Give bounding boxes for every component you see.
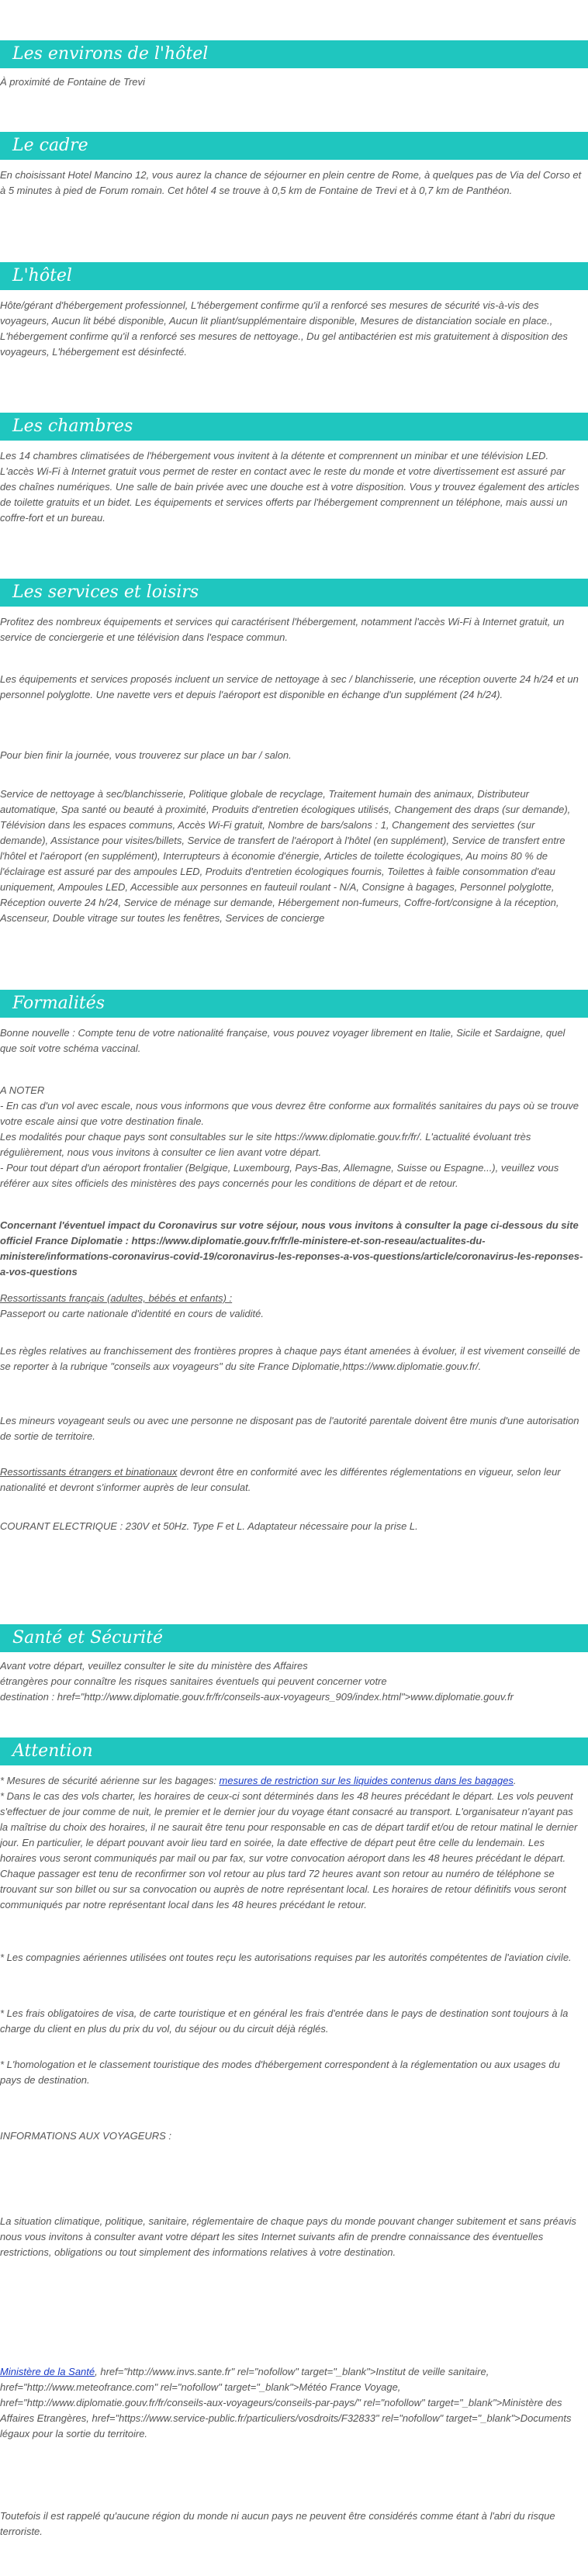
section-header-cadre xyxy=(0,132,588,160)
chambres-text: Les 14 chambres climatisées de l'hébergement vous invitent à la détente et comprennent un minibar et une télévision LED. L'accès Wi-Fi à Internet gratuit vous permet de rester en contact avec le reste du monde et votre divertissement est assuré par des chaînes numériques. Une salle de bain privée avec une douche est à votre disposition. Vous y trouvez également des articles de toilette gratuits et un bidet. Les équipements et services offerts par l'hébergement comprennent un téléphone, mais aussi un coffre-fort et un bureau. xyxy=(0,450,579,524)
section-header-hotel xyxy=(0,262,588,290)
sante-text xyxy=(0,1658,583,1705)
formalites-electricity: COURANT ELECTRIQUE : 230V et 50Hz. Type F et L. Adaptateur nécessaire pour la prise L. xyxy=(0,1520,418,1532)
cadre-text: En choisissant Hotel Mancino 12, vous aurez la chance de séjourner en plein centre de Rome, à quelques pas de Via del Corso et à 5 minutes à pied de Forum romain. Cet hôtel 4 se trouve à 0,5 km de Fontaine de Trevi et à 0,7 km de Panthéon. xyxy=(0,169,582,196)
attention-classification: * L'homologation et le classement touristique des modes d'hébergement correspondent à la réglementation ou aux usages du pays de destination. xyxy=(0,2059,560,2086)
services-list: Service de nettoyage à sec/blanchisserie, Politique globale de recyclage, Traitement humain des animaux, Distributeur automatique, Spa santé ou beauté à proximité, Produits d'entretien écologiques utilisés, Changement des draps (sur demande), Télévision dans les espaces communs, Accès Wi-Fi gratuit, Nombre de bars/salons : 1, Changement des serviettes (sur demande), Assistance pour visites/billets, Service de transfert de l'aéroport à l'hôtel (en supplément), Service de transfert entre l'hôtel et l'aéroport (en supplément), Interrupteurs à économie d'énergie, Articles de toilette écologiques, Au moins 80 % de l'éclairage est assuré par des ampoules LED, Produits d'entretien écologiques fournis, Toilettes à faible consommation d'eau uniquement, Ampoules LED, Accessible aux personnes en fauteuil roulant - N/A, Consigne à bagages, Personnel polyglotte, Réception ouverte 24 h/24, Service de ménage sur demande, Hébergement non-fumeurs, Coffre-fort/consigne à la réception, Ascenseur, Double vitrage sur toutes les fenêtres, Services de concierge xyxy=(0,788,571,924)
attention-terrorism: Toutefois il est rappelé qu'aucune région du monde ni aucun pays ne peuvent être considérés comme étant à l'abri du risque terroriste. xyxy=(0,2510,555,2537)
formalites-border-rules: Les règles relatives au franchissement des frontières propres à chaque pays étant amenées à évoluer, il est vivement conseillé de se reporter à la rubrique "conseils aux voyageurs" du site France Diplomatie,https://www.diplomatie.gouv.fr/. xyxy=(0,1345,580,1372)
attention-info-heading: INFORMATIONS AUX VOYAGEURS : xyxy=(0,2130,172,2142)
environs-text: À proximité de Fontaine de Trevi xyxy=(0,76,145,88)
section-title-cadre: Le cadre xyxy=(12,136,88,155)
situation-line-1: La situation climatique, politique, sanitaire, réglementaire de chaque pays du monde pouvant changer subitement et sans préavis xyxy=(0,2215,576,2227)
services-intro: Profitez des nombreux équipements et services qui caractérisent l'hébergement, notamment l'accès Wi-Fi à Internet gratuit, un service de conciergerie et une télévision dans l'espace commun. xyxy=(0,616,565,643)
formalites-foreign-nationals xyxy=(0,1464,583,1495)
section-title-attention: Attention xyxy=(12,1741,93,1761)
section-header-attention xyxy=(0,1738,588,1765)
services-bar: Pour bien finir la journée, vous trouverez sur place un bar / salon. xyxy=(0,749,292,761)
ministere-sante-link[interactable]: Ministère de la Santé xyxy=(0,2366,95,2377)
formalites-note-stopover: - En cas d'un vol avec escale, nous vous informons que vous devrez être conforme aux formalités sanitaires du pays où se trouve votre escale ainsi que votre destination finale. xyxy=(0,1100,579,1127)
hotel-text: Hôte/gérant d'hébergement professionnel, L'hébergement confirme qu'il a renforcé ses mesures de sécurité vis-à-vis des voyageurs, Aucun lit bébé disponible, Aucun lit pliant/supplémentaire disponible, Mesures de distanciation sociale en place., L'hébergement confirme qu'il a renforcé ses mesures de nettoyage., Du gel antibactérien est mis gratuitement à disposition des voyageurs, L'hébergement est désinfecté. xyxy=(0,299,568,358)
formalites-note-heading: A NOTER xyxy=(0,1084,45,1096)
baggage-prefix: * Mesures de sécurité aérienne sur les bagages: xyxy=(0,1775,220,1786)
section-header-chambres xyxy=(0,413,588,441)
section-title-hotel: L'hôtel xyxy=(12,266,72,285)
section-header-sante xyxy=(0,1624,588,1652)
sante-line-1: Avant votre départ, veuillez consulter le site du ministère des Affaires xyxy=(0,1660,308,1672)
formalites-note-border-airport: - Pour tout départ d'un aéroport frontalier (Belgique, Luxembourg, Pays-Bas, Allemagne, Suisse ou Espagne...), veuillez vous référer aux sites officiels des ministères des pays concernés pour les conditions de départ et de retour. xyxy=(0,1162,559,1189)
baggage-suffix: . xyxy=(513,1775,517,1786)
section-title-services: Les services et loisirs xyxy=(12,583,199,602)
liquids-restriction-link[interactable]: mesures de restriction sur les liquides contenus dans les bagages xyxy=(219,1775,514,1786)
attention-situation xyxy=(0,2214,583,2260)
sante-line-3: destination : href="http://www.diplomatie.gouv.fr/fr/conseils-aux-voyageurs_909/index.html">www.diplomatie.gouv.fr xyxy=(0,1691,514,1703)
formalites-nationality: Bonne nouvelle : Compte tenu de votre nationalité française, vous pouvez voyager librement en Italie, Sicile et Sardaigne, quel que soit votre schéma vaccinal. xyxy=(0,1027,566,1054)
attention-links xyxy=(0,2364,583,2442)
attention-baggage xyxy=(0,1773,583,1789)
section-header-environs xyxy=(0,40,588,68)
links-text: , href="http://www.invs.sante.fr" rel="nofollow" target="_blank">Institut de veille sanitaire, href="http://www.meteofrance.com" rel="nofollow" target="_blank">Météo France Voyage, href="http://www.diplomatie.gouv.fr/fr/conseils-aux-voyageurs/conseils-par-pays/" rel="nofollow" target="_blank">Ministère des Affaires Etrangères, href="https://www.service-public.fr/particuliers/vosdroits/F32833" rel="nofollow" target="_blank">Documents légaux pour la sortie du territoire. xyxy=(0,2366,572,2439)
section-title-chambres: Les chambres xyxy=(12,417,133,436)
attention-visa: * Les frais obligatoires de visa, de carte touristique et en général les frais d'entrée dans le pays de destination sont toujours à la charge du client en plus du prix du vol, du séjour ou du circuit déjà réglés. xyxy=(0,2007,569,2035)
formalites-coronavirus: Concernant l'éventuel impact du Coronavirus sur votre séjour, nous vous invitons à consulter la page ci-dessous du site officiel France Diplomatie : https://www.diplomatie.gouv.fr/fr/le-ministere-et-son-reseau/actualites-du-ministere/informations-coronavirus-covid-19/coronavirus-les-reponses-a-vos-questions/article/coronavirus-les-reponses-a-vos-questions xyxy=(0,1219,583,1278)
section-title-sante: Santé et Sécurité xyxy=(12,1628,164,1648)
services-equipment: Les équipements et services proposés incluent un service de nettoyage à sec / blanchisserie, une réception ouverte 24 h/24 et un personnel polyglotte. Une navette vers et depuis l'aéroport est disponible en échange d'un supplément (24 h/24). xyxy=(0,673,579,700)
sante-line-2: étrangères pour connaître les risques sanitaires éventuels qui peuvent concerner votre xyxy=(0,1675,387,1687)
formalites-french-nationals xyxy=(0,1291,583,1322)
attention-airlines: * Les compagnies aériennes utilisées ont toutes reçu les autorisations requises par les autorités compétentes de l'aviation civile. xyxy=(0,1952,572,1963)
section-title-formalites: Formalités xyxy=(12,994,105,1013)
french-nationals-documents: Passeport ou carte nationale d'identité en cours de validité. xyxy=(0,1308,264,1319)
situation-line-2: nous vous invitons à consulter avant votre départ les sites Internet suivants afin de prendre connaissance des éventuelles restrictions, obligations ou tout simplement des informations relatives à votre destination. xyxy=(0,2231,544,2258)
foreign-nationals-text: devront être en conformité avec les différentes réglementations en vigueur, selon leur nationalité et devront s'informer auprès de leur consulat. xyxy=(0,1466,561,1493)
section-header-services xyxy=(0,579,588,607)
attention-charter: * Dans le cas des vols charter, les horaires de ceux-ci sont déterminés dans les 48 heures précédant le départ. Les vols peuvent s'effectuer de jour comme de nuit, le premier et le dernier jour du voyage étant consacré au transport. L'organisateur n'ayant pas la maîtrise du choix des horaires, il ne saurait être tenu pour responsable en cas de départ tardif et/ou de retour matinal le dernier jour. En particulier, le départ pouvant avoir lieu tard en soirée, la date effective de départ peut être celle du lendemain. Les horaires vous seront communiqués par mail ou par fax, sur votre convocation aéroport dans les 48 heures précédant le départ. Chaque passager est tenu de reconfirmer son vol retour au plus tard 72 heures avant son retour au numéro de téléphone se trouvant sur son billet ou sur sa convocation ou auprès de notre représentant local. Les horaires de retour définitifs vous seront communiqués par notre représentant local dans les 48 heures précédant le retour. xyxy=(0,1790,578,1910)
formalites-minors: Les mineurs voyageant seuls ou avec une personne ne disposant pas de l'autorité parentale doivent être munis d'une autorisation de sortie de territoire. xyxy=(0,1415,579,1442)
foreign-nationals-label: Ressortissants étrangers et binationaux xyxy=(0,1466,178,1478)
french-nationals-label: Ressortissants français (adultes, bébés et enfants) : xyxy=(0,1292,233,1304)
section-header-formalites xyxy=(0,990,588,1018)
section-title-environs: Les environs de l'hôtel xyxy=(12,44,209,64)
formalites-note-modalities: Les modalités pour chaque pays sont consultables sur le site https://www.diplomatie.gouv.fr/fr/. L'actualité évoluant très régulièrement, nous vous invitons à consulter ce lien avant votre départ. xyxy=(0,1131,531,1158)
